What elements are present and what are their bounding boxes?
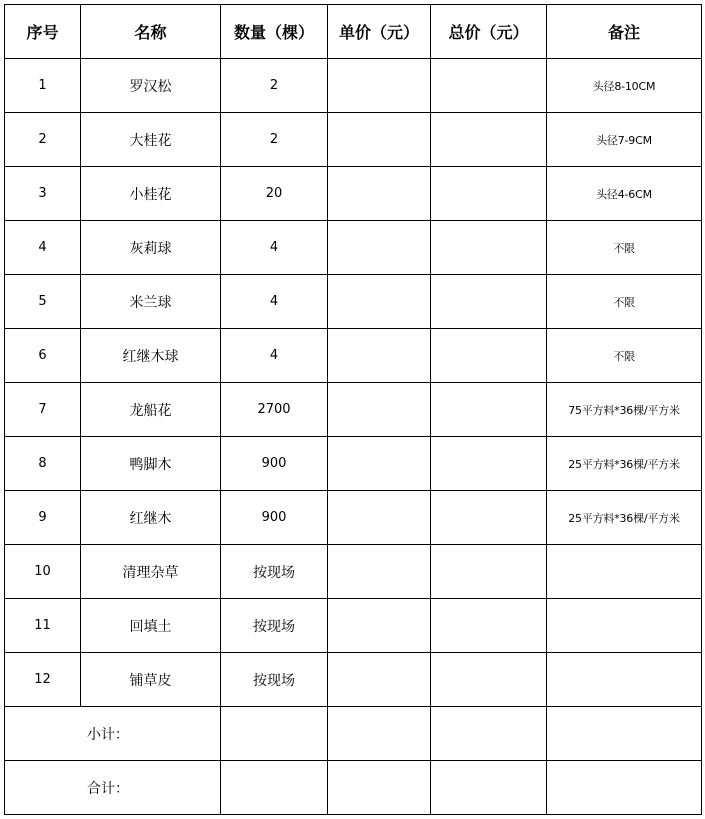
cell-total-price bbox=[431, 329, 547, 383]
cell-unit-price bbox=[328, 545, 431, 599]
header-remarks: 备注 bbox=[547, 5, 702, 59]
cell-unit-price bbox=[328, 653, 431, 707]
table-row bbox=[5, 545, 702, 599]
cell-total-price bbox=[431, 545, 547, 599]
cell-quantity: 20 bbox=[221, 167, 328, 221]
grand-total-remarks-cell bbox=[547, 761, 702, 815]
cell-name: 红继木球 bbox=[81, 329, 221, 383]
header-quantity: 数量（棵） bbox=[221, 5, 328, 59]
cell-name: 大桂花 bbox=[81, 113, 221, 167]
cell-unit-price bbox=[328, 59, 431, 113]
cell-quantity: 按现场 bbox=[221, 545, 328, 599]
table-row bbox=[5, 383, 702, 437]
cell-no: 10 bbox=[5, 545, 81, 599]
cell-total-price bbox=[431, 383, 547, 437]
subtotal-unit-price-cell bbox=[328, 707, 431, 761]
cell-no: 8 bbox=[5, 437, 81, 491]
cell-name: 米兰球 bbox=[81, 275, 221, 329]
cell-remarks: 头径4-6CM bbox=[547, 167, 702, 221]
cell-no: 11 bbox=[5, 599, 81, 653]
cell-remarks: 不限 bbox=[547, 329, 702, 383]
table-header-row bbox=[5, 5, 702, 59]
cell-unit-price bbox=[328, 599, 431, 653]
header-no: 序号 bbox=[5, 5, 81, 59]
table-row bbox=[5, 113, 702, 167]
grand-total-unit-price-cell bbox=[328, 761, 431, 815]
table-row bbox=[5, 221, 702, 275]
cell-name: 龙船花 bbox=[81, 383, 221, 437]
cell-name: 回填土 bbox=[81, 599, 221, 653]
cell-total-price bbox=[431, 491, 547, 545]
cell-total-price bbox=[431, 59, 547, 113]
table-body bbox=[5, 59, 702, 815]
cell-remarks: 头径7-9CM bbox=[547, 113, 702, 167]
cell-remarks: 75平方料*36棵/平方米 bbox=[547, 383, 702, 437]
subtotal-remarks-cell bbox=[547, 707, 702, 761]
quotation-sheet bbox=[4, 4, 702, 815]
cell-total-price bbox=[431, 653, 547, 707]
cell-no: 7 bbox=[5, 383, 81, 437]
table-row bbox=[5, 329, 702, 383]
cell-quantity: 900 bbox=[221, 437, 328, 491]
cell-unit-price bbox=[328, 383, 431, 437]
subtotal-total-price-cell bbox=[431, 707, 547, 761]
cell-quantity: 按现场 bbox=[221, 653, 328, 707]
cell-remarks: 头径8-10CM bbox=[547, 59, 702, 113]
cell-remarks: 25平方料*36棵/平方米 bbox=[547, 491, 702, 545]
cell-no: 3 bbox=[5, 167, 81, 221]
cell-unit-price bbox=[328, 275, 431, 329]
table-row bbox=[5, 275, 702, 329]
cell-remarks: 不限 bbox=[547, 275, 702, 329]
cell-remarks: 不限 bbox=[547, 221, 702, 275]
cell-name: 鸭脚木 bbox=[81, 437, 221, 491]
cell-name: 灰莉球 bbox=[81, 221, 221, 275]
cell-unit-price bbox=[328, 167, 431, 221]
cell-no: 5 bbox=[5, 275, 81, 329]
cell-quantity: 4 bbox=[221, 221, 328, 275]
grand-total-row bbox=[5, 761, 702, 815]
cell-quantity: 900 bbox=[221, 491, 328, 545]
cell-quantity: 2 bbox=[221, 113, 328, 167]
cell-unit-price bbox=[328, 437, 431, 491]
grand-total-label: 合计： bbox=[5, 761, 221, 815]
cell-total-price bbox=[431, 221, 547, 275]
grand-total-price-cell bbox=[431, 761, 547, 815]
subtotal-row bbox=[5, 707, 702, 761]
cell-unit-price bbox=[328, 221, 431, 275]
cell-total-price bbox=[431, 437, 547, 491]
cell-name: 小桂花 bbox=[81, 167, 221, 221]
header-unit-price: 单价（元） bbox=[328, 5, 431, 59]
cell-no: 1 bbox=[5, 59, 81, 113]
cell-total-price bbox=[431, 167, 547, 221]
subtotal-quantity-cell bbox=[221, 707, 328, 761]
cell-total-price bbox=[431, 599, 547, 653]
plant-quotation-table bbox=[4, 4, 702, 815]
cell-no: 12 bbox=[5, 653, 81, 707]
cell-quantity: 4 bbox=[221, 275, 328, 329]
table-row bbox=[5, 167, 702, 221]
cell-unit-price bbox=[328, 329, 431, 383]
subtotal-label: 小计： bbox=[5, 707, 221, 761]
cell-remarks bbox=[547, 653, 702, 707]
cell-no: 4 bbox=[5, 221, 81, 275]
cell-no: 6 bbox=[5, 329, 81, 383]
cell-total-price bbox=[431, 275, 547, 329]
table-row bbox=[5, 491, 702, 545]
header-name: 名称 bbox=[81, 5, 221, 59]
cell-name: 清理杂草 bbox=[81, 545, 221, 599]
table-row bbox=[5, 653, 702, 707]
table-row bbox=[5, 437, 702, 491]
cell-unit-price bbox=[328, 491, 431, 545]
cell-name: 罗汉松 bbox=[81, 59, 221, 113]
grand-total-quantity-cell bbox=[221, 761, 328, 815]
cell-total-price bbox=[431, 113, 547, 167]
cell-quantity: 按现场 bbox=[221, 599, 328, 653]
cell-unit-price bbox=[328, 113, 431, 167]
cell-quantity: 2700 bbox=[221, 383, 328, 437]
cell-no: 9 bbox=[5, 491, 81, 545]
cell-name: 红继木 bbox=[81, 491, 221, 545]
cell-name: 铺草皮 bbox=[81, 653, 221, 707]
header-total-price: 总价（元） bbox=[431, 5, 547, 59]
table-row bbox=[5, 599, 702, 653]
table-row bbox=[5, 59, 702, 113]
cell-remarks bbox=[547, 599, 702, 653]
cell-remarks: 25平方料*36棵/平方米 bbox=[547, 437, 702, 491]
cell-no: 2 bbox=[5, 113, 81, 167]
cell-quantity: 2 bbox=[221, 59, 328, 113]
cell-remarks bbox=[547, 545, 702, 599]
cell-quantity: 4 bbox=[221, 329, 328, 383]
